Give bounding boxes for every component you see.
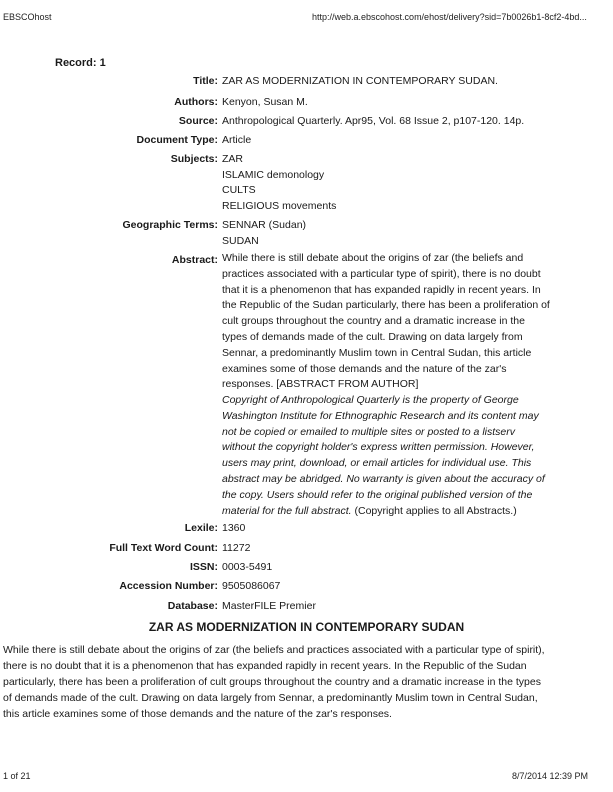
abstract-copyright	[222, 393, 550, 519]
abstract-text: While there is still debate about the origins of zar (the beliefs and practices associated with a particular type of spirit), there is no doubt that it is a phenomenon that has expanded rapidly in recent years. In the Republic of the Sudan particularly, there has been a proliferation of cult groups throughout the country and a dramatic increase in the types of demands made of the cult. Drawing on data largely from Sennar, a predominantly Muslim town in Central Sudan, this article examines some of those demands and the nature of the zar's responses. [ABSTRACT FROM AUTHOR]	[222, 252, 550, 391]
authors-label: Authors:	[174, 96, 218, 108]
word-count-value: 11272	[222, 542, 251, 554]
subject-item[interactable]: ISLAMIC demonology	[222, 169, 325, 181]
title-value: ZAR AS MODERNIZATION IN CONTEMPORARY SUDAN.	[222, 75, 498, 87]
browser-url[interactable]: http://web.a.ebscohost.com/ehost/delivery?sid=7b0026b1-8cf2-4bd...	[312, 12, 587, 22]
source-value: Anthropological Quarterly. Apr95, Vol. 68 Issue 2, p107-120. 14p.	[222, 115, 525, 127]
subject-item[interactable]: CULTS	[222, 184, 256, 196]
geographic-term-item[interactable]: SENNAR (Sudan)	[222, 219, 307, 231]
subjects-label: Subjects:	[170, 153, 218, 165]
browser-app-name: EBSCOhost	[3, 12, 52, 22]
accession-number-label: Accession Number:	[119, 580, 218, 592]
database-label: Database:	[167, 600, 218, 612]
geographic-terms-label: Geographic Terms:	[122, 219, 218, 231]
document-type-value: Article	[222, 134, 252, 146]
article-title: ZAR AS MODERNIZATION IN CONTEMPORARY SUDAN	[148, 620, 465, 634]
title-label: Title:	[193, 75, 218, 87]
copyright-statement: Copyright of Anthropological Quarterly is the property of George Washington Institute for Ethnographic Research and its content may not be copied or emailed to multiple sites or posted to a listserv without the copyright holder's express written permission. However, users may print, download, or email articles for individual use. This abstract may be abridged. No warranty is given about the accuracy of the copy. Users should refer to the original published version of the material for the full abstract.	[222, 394, 545, 517]
issn-label: ISSN:	[189, 561, 218, 573]
abstract-label: Abstract:	[171, 254, 218, 266]
source-label: Source:	[178, 115, 218, 127]
subject-item[interactable]: RELIGIOUS movements	[222, 200, 337, 212]
copyright-note: (Copyright applies to all Abstracts.)	[354, 504, 517, 517]
lexile-value: 1360	[222, 522, 246, 534]
authors-value[interactable]: Kenyon, Susan M.	[222, 96, 308, 108]
geographic-term-item[interactable]: SUDAN	[222, 235, 259, 247]
document-type-label: Document Type:	[136, 134, 218, 146]
word-count-label: Full Text Word Count:	[109, 542, 218, 554]
issn-value: 0003-5491	[222, 561, 273, 573]
page-number: 1 of 21	[3, 771, 31, 781]
subject-item[interactable]: ZAR	[222, 153, 243, 165]
lexile-label: Lexile:	[184, 522, 218, 534]
print-datetime: 8/7/2014 12:39 PM	[512, 771, 589, 781]
accession-number-value: 9505086067	[222, 580, 281, 592]
record-label: Record: 1	[55, 57, 106, 69]
database-value: MasterFILE Premier	[222, 600, 316, 612]
article-body: While there is still debate about the origins of zar (the beliefs and practices associated with a particular type of spirit), there is no doubt that it is a phenomenon that has expanded rapidly in recent years. In the Republic of the Sudan particularly, there has been a proliferation of cult groups throughout the country and a dramatic increase in the types of demands made of the cult. Drawing on data largely from Sennar, a predominantly Muslim town in Central Sudan, this article examines some of those demands and the nature of the zar's responses.	[3, 644, 545, 720]
